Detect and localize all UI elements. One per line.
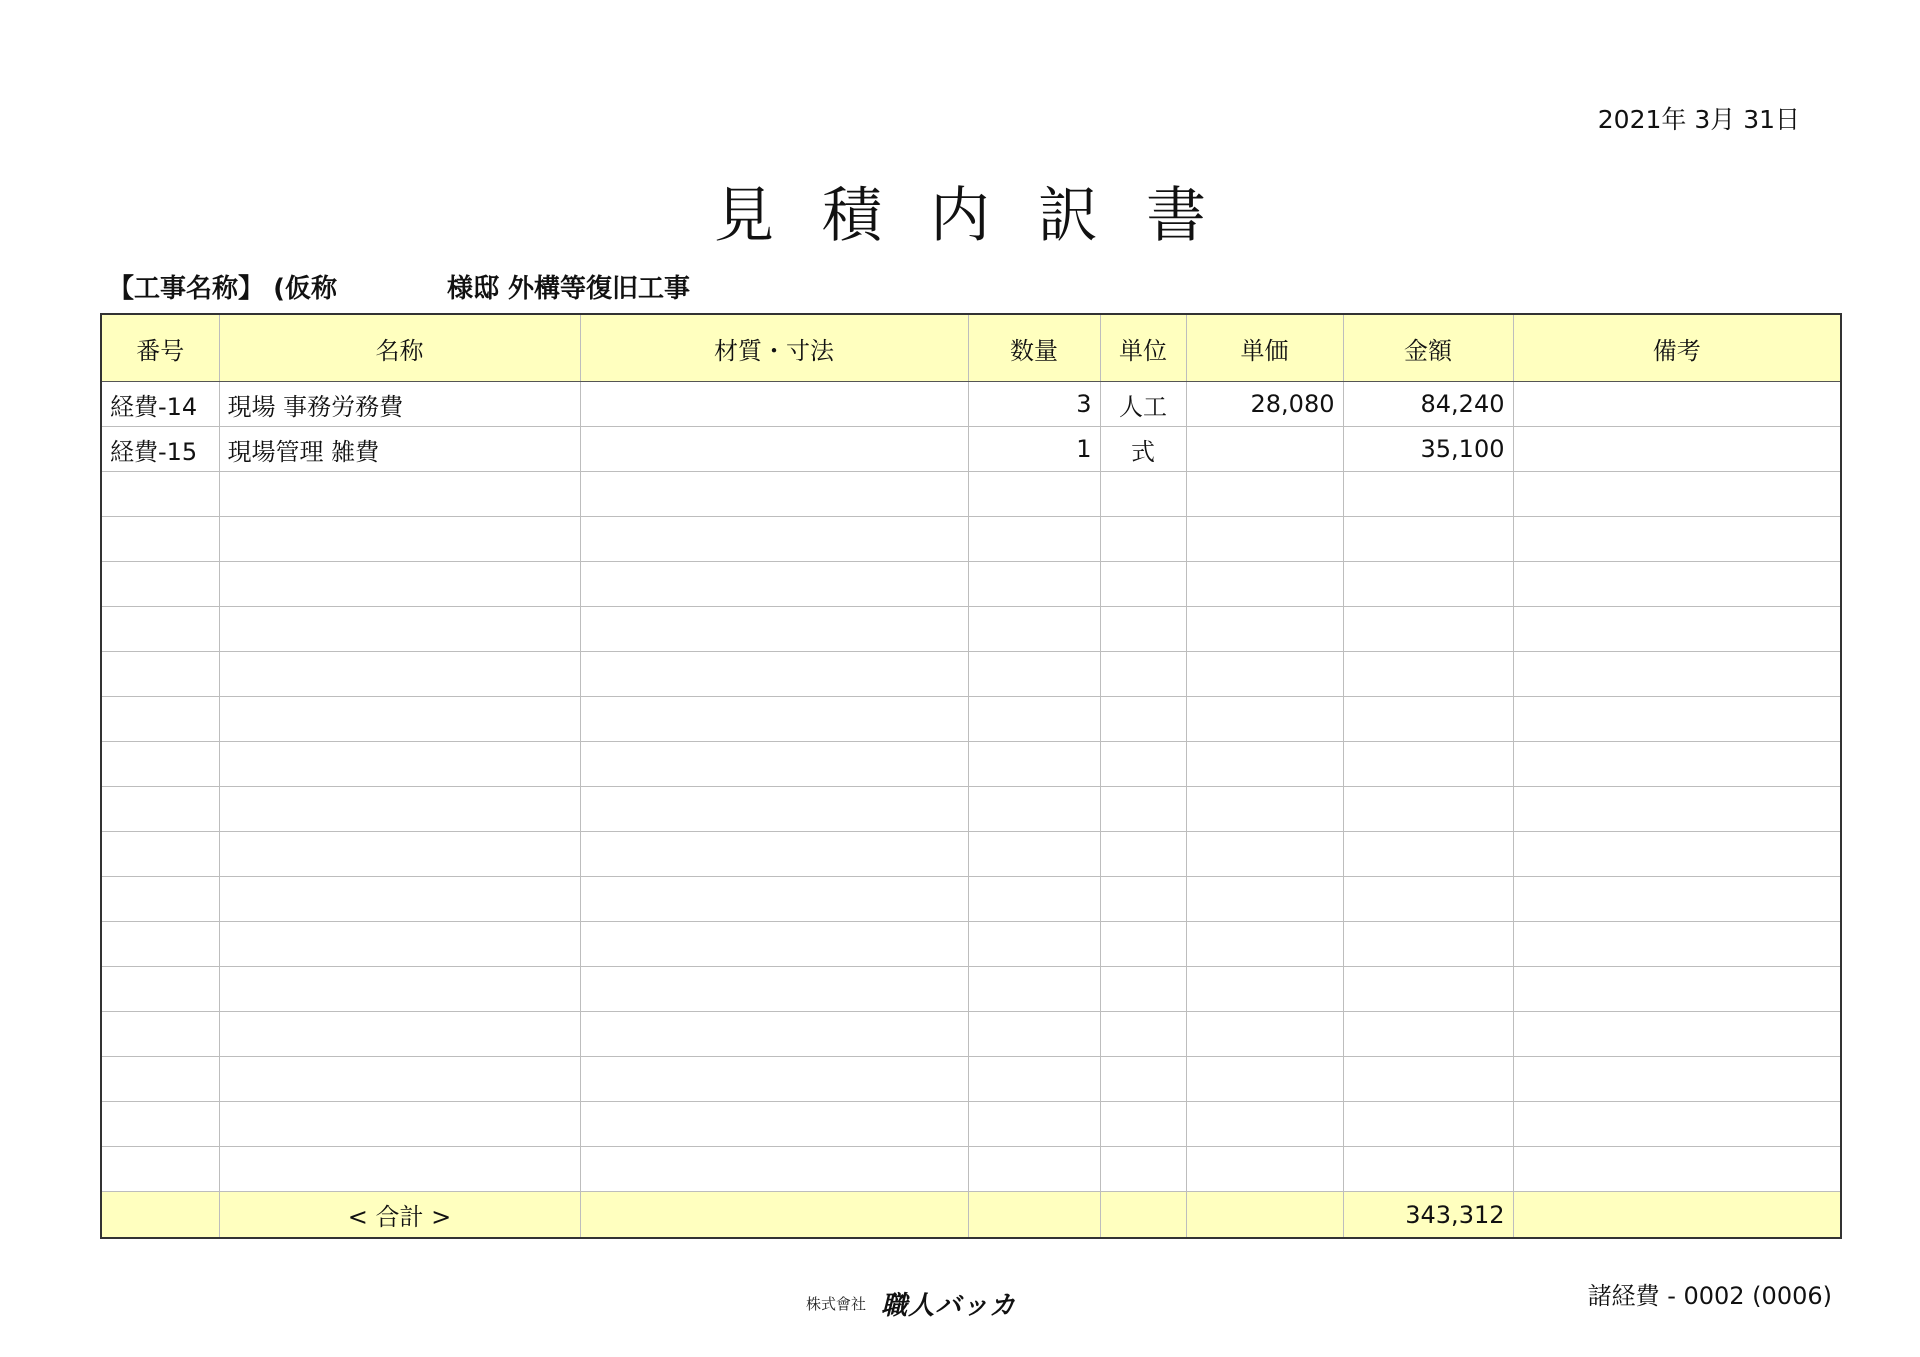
- cell-material-size: [580, 922, 968, 967]
- cell-quantity: [968, 1102, 1100, 1147]
- cell-amount: [1343, 832, 1513, 877]
- cell-amount: [1343, 1057, 1513, 1102]
- table-row: [101, 517, 1841, 562]
- cell-quantity: [968, 787, 1100, 832]
- cell-quantity: [968, 742, 1100, 787]
- table-row: [101, 697, 1841, 742]
- cell-amount: [1343, 877, 1513, 922]
- cell-unit: [1100, 1102, 1186, 1147]
- cell-quantity: 1: [968, 427, 1100, 472]
- cell-remarks: [1513, 517, 1841, 562]
- cell-name: [219, 742, 580, 787]
- header-material-size: 材質・寸法: [580, 314, 968, 382]
- cell-number: [101, 1147, 219, 1192]
- cell-unit-price: [1186, 652, 1343, 697]
- cell-remarks: [1513, 922, 1841, 967]
- table-row: [101, 652, 1841, 697]
- table-row: [101, 832, 1841, 877]
- cell-material-size: [580, 607, 968, 652]
- table-row: [101, 607, 1841, 652]
- cell-unit-price: [1186, 967, 1343, 1012]
- header-name: 名称: [219, 314, 580, 382]
- cell-amount: [1343, 967, 1513, 1012]
- table-header-row: [101, 314, 1841, 382]
- cell-unit-price: [1186, 877, 1343, 922]
- table-row: [101, 382, 1841, 427]
- cell-number: [101, 742, 219, 787]
- cell-amount: [1343, 922, 1513, 967]
- cell-unit: [1100, 967, 1186, 1012]
- table-row: [101, 1012, 1841, 1057]
- cell-unit: [1100, 607, 1186, 652]
- total-amount: 343,312: [1343, 1192, 1513, 1239]
- total-label: < 合計 >: [219, 1192, 580, 1239]
- cell-material-size: [580, 1102, 968, 1147]
- header-remarks: 備考: [1513, 314, 1841, 382]
- cell-remarks: [1513, 382, 1841, 427]
- cell-quantity: [968, 607, 1100, 652]
- cell-remarks: [1513, 1057, 1841, 1102]
- cell-number: [101, 517, 219, 562]
- header-unit-price: 単価: [1186, 314, 1343, 382]
- issue-date: 2021年 3月 31日: [1597, 105, 1800, 134]
- cell-material-size: [580, 472, 968, 517]
- cell-number: [101, 967, 219, 1012]
- cell-amount: [1343, 742, 1513, 787]
- cell-remarks: [1513, 742, 1841, 787]
- cell-remarks: [1513, 697, 1841, 742]
- cell-number: [101, 1102, 219, 1147]
- cell-quantity: [968, 562, 1100, 607]
- cell-amount: [1343, 517, 1513, 562]
- cell-remarks: [1513, 652, 1841, 697]
- cell-number: [101, 1012, 219, 1057]
- cell-unit-price: [1186, 832, 1343, 877]
- cell-quantity: [968, 877, 1100, 922]
- cell-unit-price: [1186, 742, 1343, 787]
- cell-name: [219, 1012, 580, 1057]
- cell-unit: [1100, 697, 1186, 742]
- cell-remarks: [1513, 787, 1841, 832]
- cell-unit: [1100, 1147, 1186, 1192]
- project-value-prefix: (仮称: [273, 274, 337, 304]
- cell-number: [101, 1057, 219, 1102]
- cell-quantity: 3: [968, 382, 1100, 427]
- cell-material-size: [580, 382, 968, 427]
- cell-unit-price: [1186, 607, 1343, 652]
- cell-remarks: [1513, 967, 1841, 1012]
- cell-unit-price: [1186, 1057, 1343, 1102]
- cell-remarks: [1513, 472, 1841, 517]
- cell-name: [219, 697, 580, 742]
- cell-quantity: [968, 1012, 1100, 1057]
- cell-material-size: [580, 742, 968, 787]
- cell-unit: [1100, 742, 1186, 787]
- cell-unit-price: 28,080: [1186, 382, 1343, 427]
- cell-amount: [1343, 697, 1513, 742]
- cell-unit-price: [1186, 1147, 1343, 1192]
- cell-material-size: [580, 787, 968, 832]
- cell-name: [219, 832, 580, 877]
- cell-unit: [1100, 922, 1186, 967]
- cell-name: [219, 652, 580, 697]
- table-row: [101, 742, 1841, 787]
- table-row: [101, 787, 1841, 832]
- cell-amount: [1343, 652, 1513, 697]
- table-row: [101, 877, 1841, 922]
- cell-material-size: [580, 697, 968, 742]
- cell-number: [101, 877, 219, 922]
- cell-name: 現場 事務労務費: [219, 382, 580, 427]
- cell-name: [219, 967, 580, 1012]
- company-name: 職人バッカ: [881, 1291, 1017, 1321]
- cell-amount: [1343, 472, 1513, 517]
- cell-unit: [1100, 877, 1186, 922]
- cell-unit-price: [1186, 562, 1343, 607]
- cell-name: 現場管理 雑費: [219, 427, 580, 472]
- cell-unit: [1100, 472, 1186, 517]
- cell-material-size: [580, 1057, 968, 1102]
- cell-unit: [1100, 1057, 1186, 1102]
- cell-remarks: [1513, 832, 1841, 877]
- table-row: [101, 1057, 1841, 1102]
- cell-material-size: [580, 562, 968, 607]
- cell-unit-price: [1186, 787, 1343, 832]
- table-row: [101, 1102, 1841, 1147]
- cell-quantity: [968, 922, 1100, 967]
- table-row: [101, 562, 1841, 607]
- cell-number: 経費-14: [101, 382, 219, 427]
- cell-number: 経費-15: [101, 427, 219, 472]
- cell-number: [101, 607, 219, 652]
- cell-remarks: [1513, 1102, 1841, 1147]
- cell-amount: [1343, 1012, 1513, 1057]
- sheet-number: 諸経費 - 0002 (0006): [1587, 1282, 1832, 1310]
- cell-name: [219, 1147, 580, 1192]
- cell-material-size: [580, 832, 968, 877]
- cell-remarks: [1513, 427, 1841, 472]
- project-label: 【工事名称】: [108, 274, 265, 304]
- cell-unit-price: [1186, 517, 1343, 562]
- cell-unit-price: [1186, 697, 1343, 742]
- cell-material-size: [580, 1012, 968, 1057]
- cell-material-size: [580, 427, 968, 472]
- header-amount: 金額: [1343, 314, 1513, 382]
- cell-name: [219, 1102, 580, 1147]
- cell-name: [219, 517, 580, 562]
- cell-quantity: [968, 832, 1100, 877]
- cell-unit: [1100, 517, 1186, 562]
- cell-unit-price: [1186, 1012, 1343, 1057]
- cell-name: [219, 787, 580, 832]
- cell-unit-price: [1186, 922, 1343, 967]
- cell-remarks: [1513, 877, 1841, 922]
- cell-number: [101, 922, 219, 967]
- cell-number: [101, 697, 219, 742]
- project-name-line: [108, 268, 690, 305]
- cell-name: [219, 607, 580, 652]
- cell-name: [219, 472, 580, 517]
- cell-unit-price: [1186, 472, 1343, 517]
- cell-amount: [1343, 562, 1513, 607]
- cell-quantity: [968, 517, 1100, 562]
- cell-amount: [1343, 787, 1513, 832]
- total-row: [101, 1192, 1841, 1239]
- cell-remarks: [1513, 607, 1841, 652]
- table-row: [101, 922, 1841, 967]
- table-row: [101, 1147, 1841, 1192]
- cell-amount: [1343, 607, 1513, 652]
- cell-quantity: [968, 697, 1100, 742]
- header-unit: 単位: [1100, 314, 1186, 382]
- table-row: [101, 427, 1841, 472]
- table-row: [101, 967, 1841, 1012]
- estimate-breakdown-table: [100, 313, 1842, 1239]
- cell-number: [101, 787, 219, 832]
- cell-name: [219, 922, 580, 967]
- cell-quantity: [968, 1147, 1100, 1192]
- cell-unit: 人工: [1100, 382, 1186, 427]
- cell-amount: 35,100: [1343, 427, 1513, 472]
- cell-number: [101, 562, 219, 607]
- header-number: 番号: [101, 314, 219, 382]
- cell-unit-price: [1186, 427, 1343, 472]
- cell-amount: 84,240: [1343, 382, 1513, 427]
- document-title: 見積内訳書: [714, 181, 1254, 251]
- cell-material-size: [580, 517, 968, 562]
- project-value-suffix: 様邸 外構等復旧工事: [446, 274, 691, 304]
- cell-unit: 式: [1100, 427, 1186, 472]
- cell-remarks: [1513, 1147, 1841, 1192]
- cell-material-size: [580, 1147, 968, 1192]
- cell-quantity: [968, 967, 1100, 1012]
- cell-amount: [1343, 1147, 1513, 1192]
- cell-remarks: [1513, 562, 1841, 607]
- cell-material-size: [580, 877, 968, 922]
- cell-name: [219, 877, 580, 922]
- cell-name: [219, 1057, 580, 1102]
- cell-unit: [1100, 562, 1186, 607]
- cell-unit: [1100, 832, 1186, 877]
- cell-number: [101, 832, 219, 877]
- cell-material-size: [580, 652, 968, 697]
- cell-quantity: [968, 1057, 1100, 1102]
- table-row: [101, 472, 1841, 517]
- company-logo: [806, 1285, 1016, 1322]
- cell-unit: [1100, 1012, 1186, 1057]
- cell-remarks: [1513, 1012, 1841, 1057]
- cell-quantity: [968, 472, 1100, 517]
- cell-quantity: [968, 652, 1100, 697]
- cell-unit-price: [1186, 1102, 1343, 1147]
- cell-name: [219, 562, 580, 607]
- cell-material-size: [580, 967, 968, 1012]
- cell-number: [101, 652, 219, 697]
- company-prefix: 株式會社: [806, 1295, 867, 1313]
- cell-unit: [1100, 652, 1186, 697]
- header-quantity: 数量: [968, 314, 1100, 382]
- cell-unit: [1100, 787, 1186, 832]
- cell-amount: [1343, 1102, 1513, 1147]
- cell-number: [101, 472, 219, 517]
